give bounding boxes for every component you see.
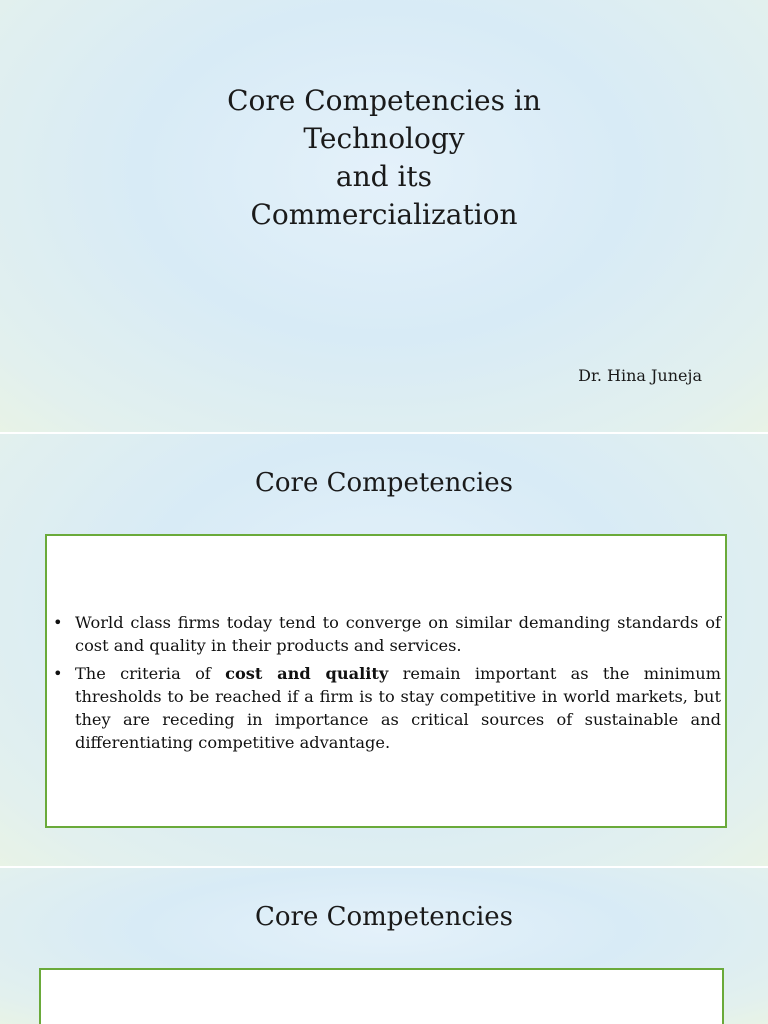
title-line-4: Commercialization: [250, 198, 518, 231]
bullet-text: World class firms today tend to converge on similar demanding standards of cost and quality in their products and services.: [75, 613, 721, 655]
core-competencies-slide: [0, 434, 768, 866]
bullet-item: [53, 662, 721, 754]
core-competencies-slide-2: [0, 868, 768, 1024]
bullet-text-before: The criteria of: [75, 664, 226, 683]
content-box: [45, 534, 727, 828]
content-box: [39, 968, 724, 1024]
bullet-icon: •: [53, 613, 63, 632]
title-line-2: Technology: [303, 122, 465, 155]
title-line-1: Core Competencies in: [227, 84, 541, 117]
bullet-list: [53, 611, 721, 759]
slide-title: Core Competencies: [254, 902, 514, 932]
bullet-item: [53, 611, 721, 657]
slide-title: Core Competencies: [254, 468, 514, 498]
title-slide: [0, 0, 768, 432]
bullet-text-bold: cost and quality: [225, 664, 389, 683]
presentation-title: [0, 82, 768, 234]
bullet-icon: •: [53, 664, 63, 683]
author-name: Dr. Hina Juneja: [578, 366, 702, 385]
bullet-text-after: remain important as the minimum thresholds to be reached if a firm is to stay competitive in world markets, but they are receding in importance as critical sources of sustainable and differentiating competitive advantage.: [75, 664, 721, 752]
title-line-3: and its: [335, 160, 433, 193]
